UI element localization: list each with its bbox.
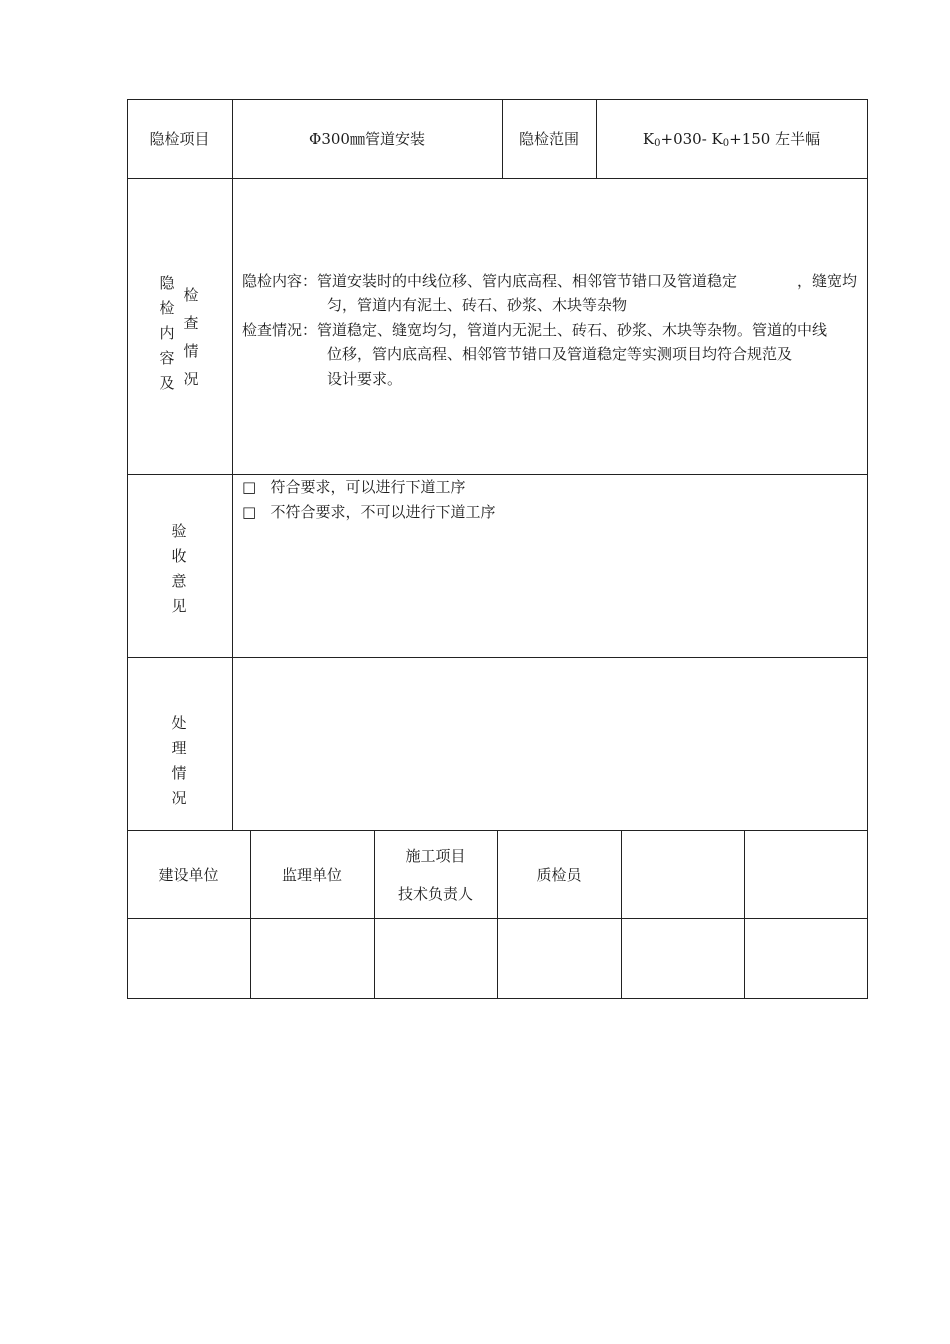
quality-inspector-signature-cell[interactable] xyxy=(622,831,744,918)
content-label-column-1: 隐 检 内 容 及 xyxy=(159,274,175,392)
content-line-4: 位移，管内底高程、相邻管节错口及管道稳定等实测项目均符合规范及 xyxy=(327,345,793,363)
option-fail-label: 不符合要求，不可以进行下道工序 xyxy=(270,503,496,521)
project-tech-label-line-1: 施工项目 xyxy=(405,847,466,865)
inspection-item-value: Φ300㎜管道安装 xyxy=(309,130,425,148)
extra-signature-cell[interactable] xyxy=(745,831,867,918)
row-divider-1 xyxy=(127,178,868,179)
construction-unit-signature-cell[interactable] xyxy=(128,919,250,998)
content-line-3: 检查情况：管道稳定、缝宽均匀，管道内无泥土、砖石、砂浆、木块等杂物。管道的中线 xyxy=(242,321,828,339)
construction-unit-label: 建设单位 xyxy=(158,866,219,884)
handling-content-area[interactable] xyxy=(233,658,867,830)
table-border-left xyxy=(127,99,128,999)
quality-inspector-sign-cell[interactable] xyxy=(498,919,621,998)
checkbox-icon[interactable]: □ xyxy=(242,503,257,521)
project-tech-signature-cell[interactable] xyxy=(375,919,497,998)
table-border-right xyxy=(867,99,868,999)
supervision-unit-signature-cell[interactable] xyxy=(251,919,374,998)
content-line-2: 匀，管道内有泥土、砖石、砂浆、木块等杂物 xyxy=(327,296,628,314)
inspection-range-value: $K_0+030-$ $K_0+150$ 左半幅 xyxy=(642,130,821,149)
date-cell-2[interactable] xyxy=(745,919,867,998)
supervision-unit-label: 监理单位 xyxy=(281,866,342,884)
content-line-1-tail: ，缝宽均 xyxy=(797,272,858,290)
table-border-top xyxy=(127,99,868,100)
option-pass-label: 符合要求，可以进行下道工序 xyxy=(270,478,466,496)
acceptance-label: 验 收 意 见 xyxy=(171,522,187,615)
date-cell-1[interactable] xyxy=(622,919,744,998)
checkbox-icon[interactable]: □ xyxy=(242,478,257,496)
inspection-item-label: 隐检项目 xyxy=(149,130,210,148)
project-tech-label-line-2: 技术负责人 xyxy=(397,885,473,903)
content-line-1: 隐检内容：管道安装时的中线位移、管内底高程、相邻管节错口及管道稳定 xyxy=(242,272,738,290)
acceptance-option-pass[interactable] xyxy=(242,477,466,497)
acceptance-option-fail[interactable] xyxy=(242,502,496,522)
handling-label: 处 理 情 况 xyxy=(171,714,187,807)
quality-inspector-label: 质检员 xyxy=(536,866,582,884)
inspection-range-label: 隐检范围 xyxy=(518,130,579,148)
row-divider-2 xyxy=(127,474,868,475)
content-line-5: 设计要求。 xyxy=(327,370,403,388)
content-label-column-2: 检 查 情 况 xyxy=(183,286,199,388)
